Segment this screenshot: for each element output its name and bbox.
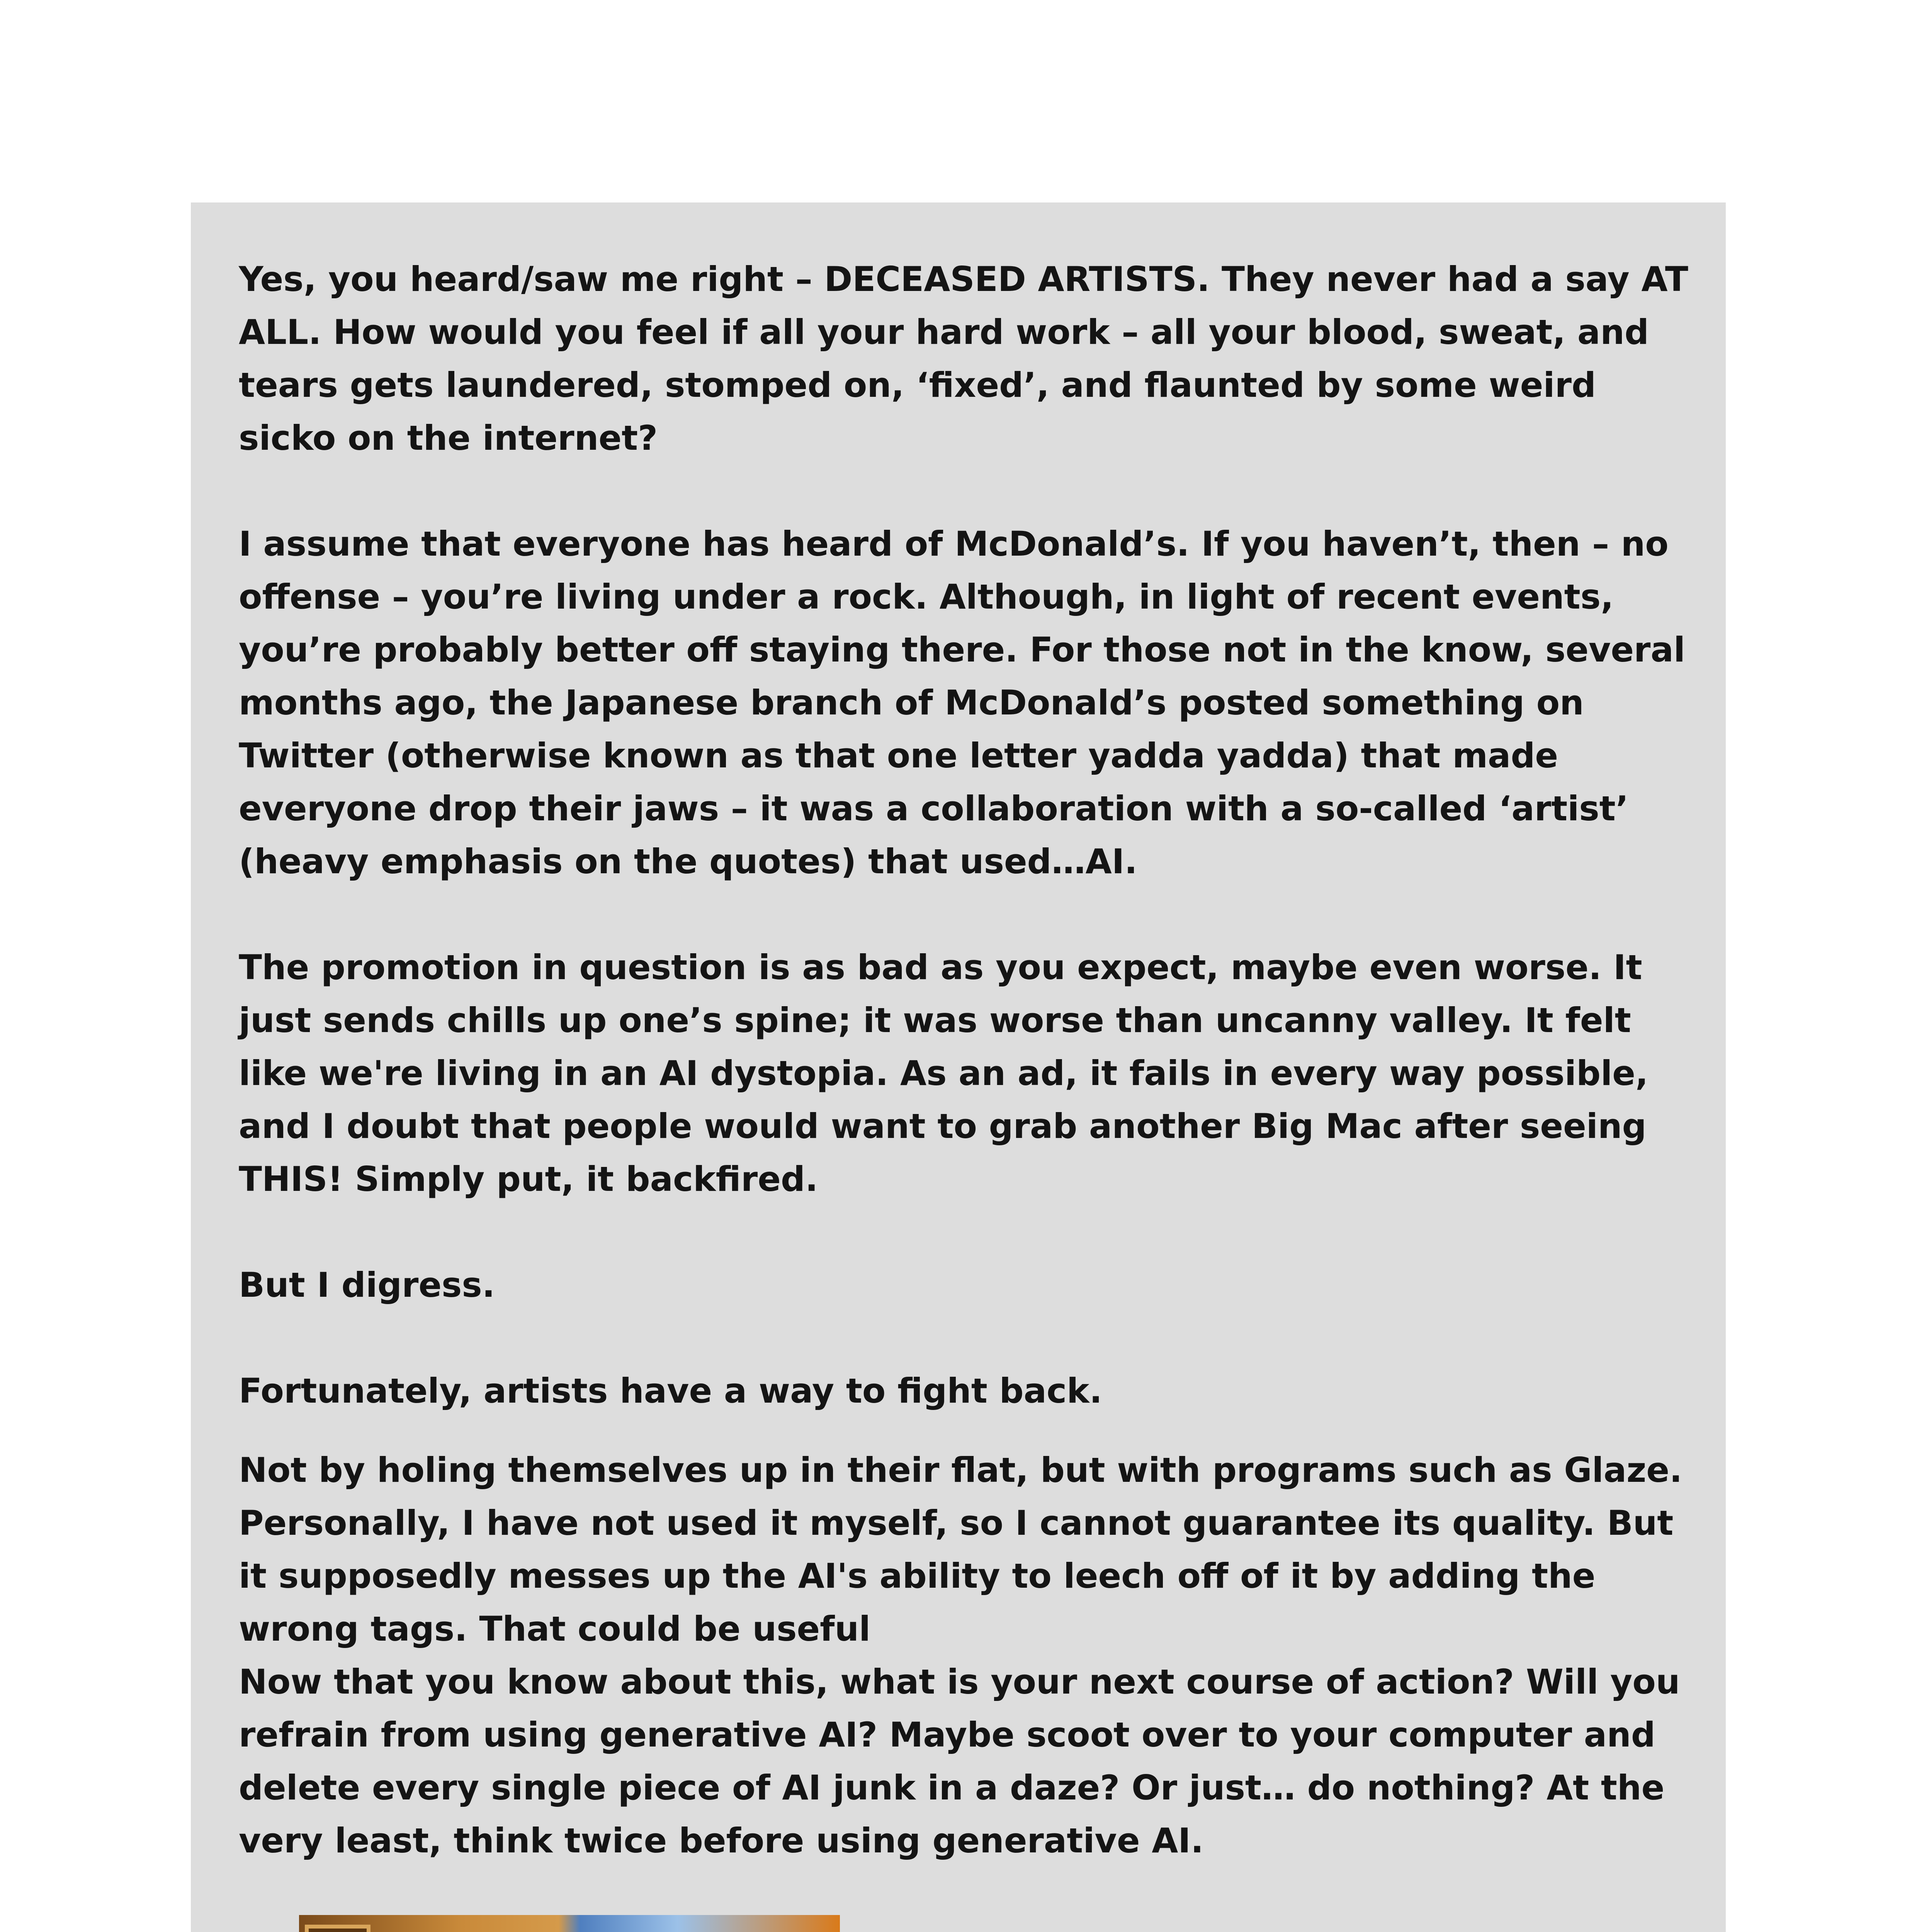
paragraph-digress: But I digress. xyxy=(239,1265,495,1305)
illustration-artwork xyxy=(299,1915,840,1932)
paragraph-mcdonalds: I assume that everyone has heard of McDonald’s. If you haven’t, then – no offense – you’re living under a rock. Although, in light of recent events, you’re probably better off staying there. For those not in the know, several months ago, the Japanese branch of McDonald’s posted something on Twitter (otherwise known as that one letter yadda yadda) that made everyone drop their jaws – it was a collaboration with a so-called ‘artist’ (heavy emphasis on the quotes) that used…AI. xyxy=(239,524,1685,881)
paragraph-next-action: Now that you know about this, what is your next course of action? Will you refrain from using generative AI? Maybe scoot over to your computer and delete every single piece of AI junk in a daze? Or just… do nothing? At the very least, think twice before using generative AI. xyxy=(239,1662,1680,1861)
paragraph-glaze: Not by holing themselves up in their flat, but with programs such as Glaze. Personally, I have not used it myself, so I cannot guarantee its quality. But it supposedly messes up the AI's ability to leech off of it by adding the wrong tags. That could be useful xyxy=(239,1450,1682,1649)
artist-ai-illustration xyxy=(299,1915,840,1932)
article-panel xyxy=(191,202,1726,1932)
article-body xyxy=(239,253,1691,1867)
paragraph-fight-back: Fortunately, artists have a way to fight back. xyxy=(239,1371,1103,1411)
paragraph-promotion: The promotion in question is as bad as you expect, maybe even worse. It just sends chills up one’s spine; it was worse than uncanny valley. It felt like we're living in an AI dystopia. As an ad, it fails in every way possible, and I doubt that people would want to grab another Big Mac after seeing THIS! Simply put, it backfired. xyxy=(239,947,1648,1199)
paragraph-deceased-artists: Yes, you heard/saw me right – DECEASED ARTISTS. They never had a say AT ALL. How would you feel if all your hard work – all your blood, sweat, and tears gets laundered, stomped on, ‘fixed’, and flaunted by some weird sicko on the internet? xyxy=(239,259,1688,458)
